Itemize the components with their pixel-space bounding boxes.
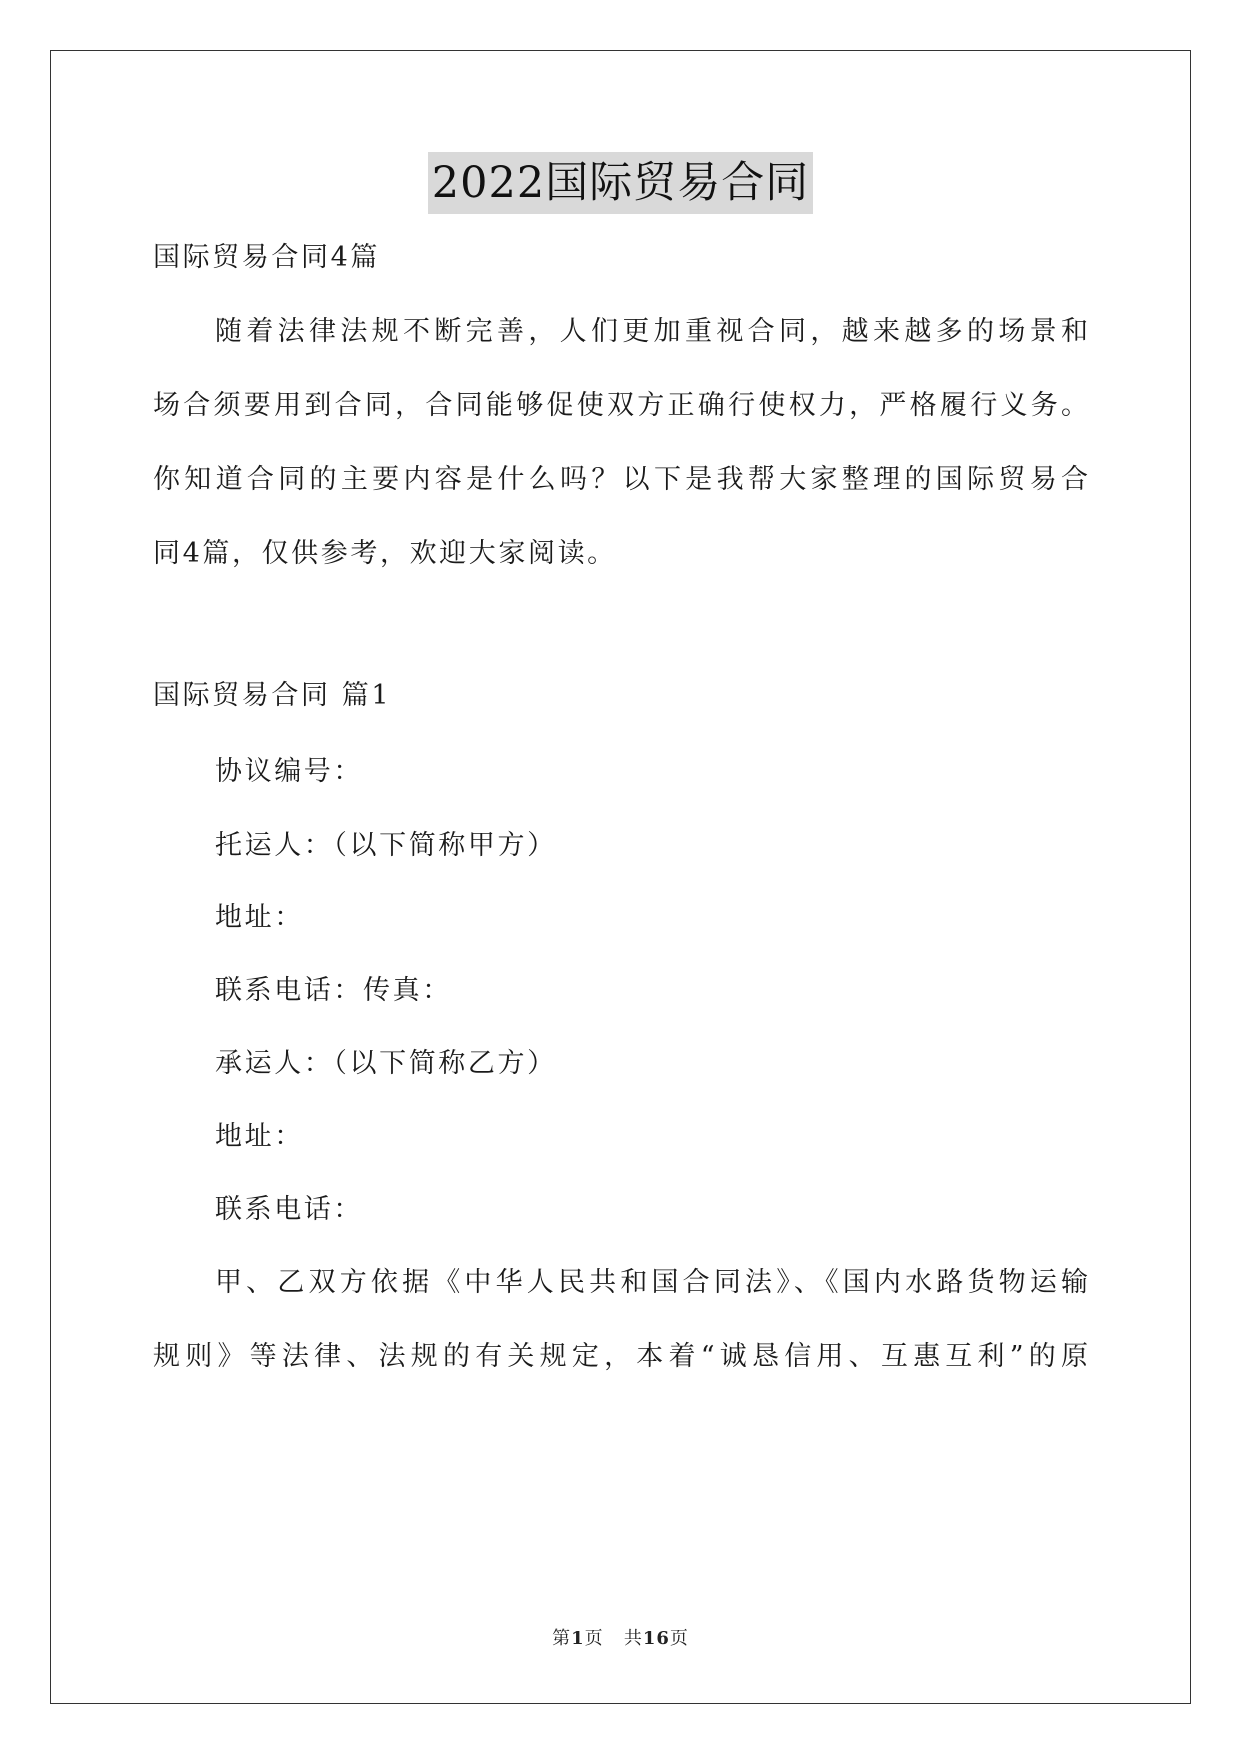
field-carrier-phone: 联系电话： <box>215 1194 363 1225</box>
field-shipper-phone-fax: 联系电话：传真： <box>215 975 452 1006</box>
field-shipper-address: 地址： <box>215 902 304 933</box>
intro-line-2: 场合须要用到合同，合同能够促使双方正确行使权力，严格履行义务。 <box>153 390 1088 421</box>
footer-page-suffix: 页 <box>584 1628 604 1649</box>
section-heading: 国际贸易合同 篇1 <box>153 680 392 711</box>
intro-line-3: 你知道合同的主要内容是什么吗？以下是我帮大家整理的国际贸易合 <box>153 464 1088 495</box>
intro-line-1: 随着法律法规不断完善，人们更加重视合同，越来越多的场景和 <box>215 316 1088 347</box>
footer-page-prefix: 第 <box>552 1628 572 1649</box>
field-shipper: 托运人：（以下简称甲方） <box>215 830 557 861</box>
footer-total-suffix: 页 <box>669 1628 689 1649</box>
body-line-1: 甲、乙双方依据《中华人民共和国合同法》、《国内水路货物运输 <box>215 1267 1088 1298</box>
intro-heading: 国际贸易合同4篇 <box>153 242 380 273</box>
field-carrier-address: 地址： <box>215 1121 304 1152</box>
title-container <box>0 152 1241 214</box>
page-footer <box>0 1626 1241 1652</box>
footer-total-pages: 16 <box>642 1628 670 1649</box>
body-line-2: 规则》等法律、法规的有关规定，本着“诚恳信用、互惠互利”的原 <box>153 1341 1088 1372</box>
footer-total-prefix: 共 <box>623 1628 643 1649</box>
intro-line-4: 同4篇，仅供参考，欢迎大家阅读。 <box>153 538 617 569</box>
document-title: 2022国际贸易合同 <box>428 152 813 214</box>
page-border <box>50 50 1191 1704</box>
field-agreement-number: 协议编号： <box>215 756 363 787</box>
field-carrier: 承运人：（以下简称乙方） <box>215 1048 557 1079</box>
footer-page-number: 1 <box>571 1628 585 1649</box>
